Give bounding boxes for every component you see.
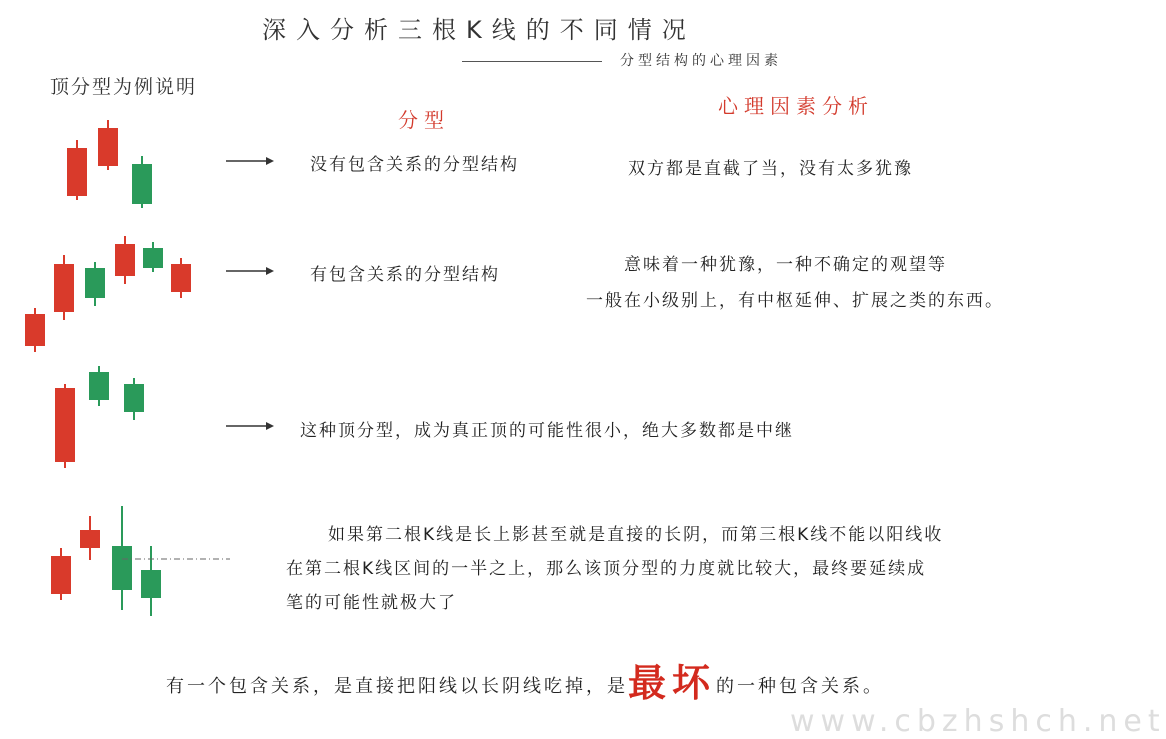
row1-structure: 没有包含关系的分型结构: [310, 155, 519, 175]
row2-analysis-line1: 意味着一种犹豫，一种不确定的观望等: [624, 255, 947, 275]
bottom-text-after: 的一种包含关系。: [716, 676, 885, 697]
candle-group-row4: [51, 506, 230, 616]
candle-group-row1: [67, 120, 152, 208]
row3-structure: 这种顶分型，成为真正顶的可能性很小，绝大多数都是中继: [300, 421, 794, 441]
row4-analysis-line1: 如果第二根K线是长上影甚至就是直接的长阴，而第三根K线不能以阳线收: [328, 525, 944, 545]
candle-up: [51, 556, 71, 594]
row4-analysis-line2: 在第二根K线区间的一半之上，那么该顶分型的力度就比较大，最终要延续成: [286, 559, 927, 579]
candle-down: [112, 546, 132, 590]
candle-up: [54, 264, 74, 312]
column-header-xinli: 心理因素分析: [718, 94, 874, 118]
candle-down: [89, 372, 109, 400]
candle-down: [143, 248, 163, 268]
bottom-text-before: 有一个包含关系，是直接把阳线以长阴线吃掉，是: [166, 676, 628, 697]
candle-up: [67, 148, 87, 196]
candle-up: [98, 128, 118, 166]
row4-analysis-line3: 笔的可能性就极大了: [286, 593, 457, 613]
row1-analysis: 双方都是直截了当，没有太多犹豫: [628, 159, 913, 179]
candle-down: [124, 384, 144, 412]
row2-structure: 有包含关系的分型结构: [310, 265, 500, 285]
candle-down: [132, 164, 152, 204]
candle-up: [115, 244, 135, 276]
candle-up: [55, 388, 75, 462]
candle-down: [141, 570, 161, 598]
candle-up: [25, 314, 45, 346]
arrow-icon: [226, 153, 274, 169]
candle-group-row3: [55, 366, 144, 468]
candle-up: [171, 264, 191, 292]
section-label: 顶分型为例说明: [50, 76, 198, 98]
candle-up: [80, 530, 100, 548]
bottom-emphasis: 最坏: [628, 661, 717, 705]
page-title: 深入分析三根K线的不同情况: [262, 16, 696, 44]
column-header-fenxing: 分型: [398, 108, 450, 132]
row2-analysis-line2: 一般在小级别上，有中枢延伸、扩展之类的东西。: [586, 291, 1004, 311]
watermark: www.cbzhshch.net: [790, 704, 1166, 739]
bottom-summary: [166, 652, 884, 707]
candle-down: [85, 268, 105, 298]
arrow-icon: [226, 263, 274, 279]
page-subtitle: 分型结构的心理因素: [620, 53, 782, 69]
arrow-icon: [226, 418, 274, 434]
candle-group-row2: [25, 236, 191, 352]
